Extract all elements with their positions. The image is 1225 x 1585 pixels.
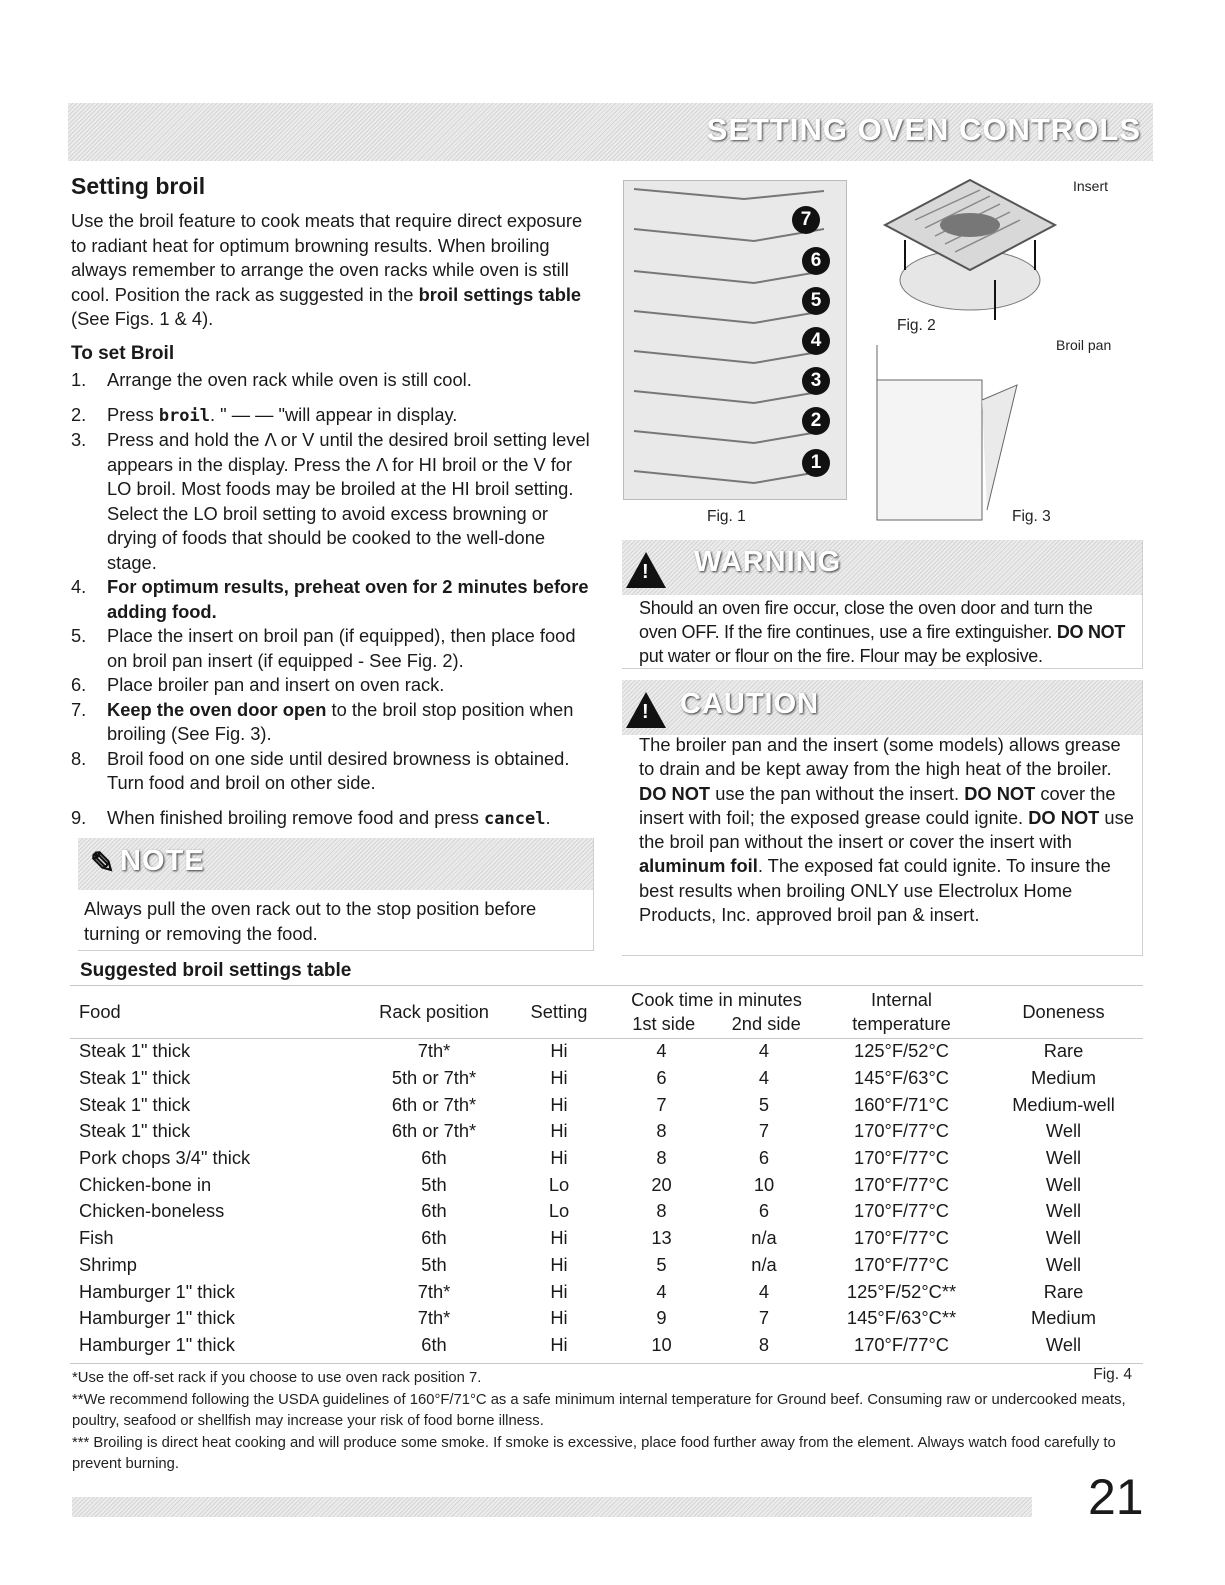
steps-list bbox=[71, 368, 596, 831]
section-header-title: SETTING OVEN CONTROLS bbox=[706, 112, 1141, 147]
table-row bbox=[70, 1332, 1143, 1359]
header-sides bbox=[614, 1012, 819, 1036]
step-item bbox=[71, 368, 596, 393]
table-body bbox=[70, 1038, 1143, 1358]
warning-body-2: put water or flour on the fire. Flour may be explosive. bbox=[639, 646, 1043, 666]
header-rack: Rack position bbox=[379, 1001, 489, 1022]
cell-temperature: 160°F/71°C bbox=[854, 1093, 949, 1115]
cell-temperature: 170°F/77°C bbox=[854, 1120, 949, 1142]
cell-first-side: 4 bbox=[656, 1280, 667, 1302]
cancel-key: cancel bbox=[484, 808, 546, 829]
cell-first-side: 8 bbox=[656, 1200, 667, 1222]
cell-temperature: 125°F/52°C bbox=[854, 1040, 949, 1062]
cell-food: Hamburger 1" thick bbox=[79, 1307, 235, 1329]
step-item bbox=[71, 624, 596, 673]
cell-doneness: Well bbox=[1045, 1227, 1082, 1249]
header-temp-bottom: temperature bbox=[852, 1013, 951, 1034]
fig4-label: Fig. 4 bbox=[1093, 1366, 1132, 1383]
cell-second-side: 6 bbox=[758, 1200, 770, 1222]
cell-setting: Lo bbox=[548, 1200, 570, 1222]
intro-text: Use the broil feature to cook meats that require direct exposure to radiant heat for optimum browning results. When broiling always remember to arrange the oven racks while oven is still cool. Position the rack as suggested in the bbox=[71, 210, 583, 305]
pin-icon: ✎ bbox=[90, 847, 116, 880]
header-food: Food bbox=[79, 1001, 121, 1022]
cell-setting: Hi bbox=[550, 1120, 568, 1142]
cell-doneness: Well bbox=[1045, 1147, 1082, 1169]
cell-setting: Hi bbox=[550, 1253, 568, 1275]
caution-text bbox=[639, 733, 1134, 927]
header-cook-time bbox=[614, 986, 819, 1038]
footer-band bbox=[72, 1497, 1032, 1517]
cell-doneness: Medium bbox=[1030, 1067, 1097, 1089]
table-row bbox=[70, 1038, 1143, 1065]
cell-doneness: Rare bbox=[1043, 1280, 1084, 1302]
cell-food: Pork chops 3/4" thick bbox=[79, 1147, 251, 1169]
table-bottom-rule bbox=[70, 1363, 1143, 1364]
cell-temperature: 145°F/63°C bbox=[854, 1067, 949, 1089]
cell-rack: 5th bbox=[421, 1173, 447, 1195]
intro-bold: broil settings table bbox=[418, 283, 582, 305]
broil-settings-table bbox=[70, 986, 1143, 1358]
broil-pan-label: Broil pan bbox=[1056, 337, 1112, 353]
cell-doneness: Rare bbox=[1043, 1040, 1084, 1062]
cell-second-side: 4 bbox=[758, 1040, 770, 1062]
cell-setting: Hi bbox=[550, 1333, 568, 1355]
step-text: to the broil stop position when broiling (See Fig. 3). bbox=[107, 698, 574, 744]
caution-part: use the broil pan without the insert or cover the insert with bbox=[639, 806, 1134, 853]
cell-first-side: 20 bbox=[651, 1173, 672, 1195]
caution-bold: aluminum foil bbox=[639, 855, 758, 877]
cell-second-side: n/a bbox=[751, 1253, 777, 1275]
header-doneness: Doneness bbox=[1022, 1001, 1105, 1022]
cell-food: Shrimp bbox=[79, 1253, 137, 1275]
cell-doneness: Well bbox=[1045, 1253, 1082, 1275]
note-text: Always pull the oven rack out to the stop position before turning or removing the food. bbox=[84, 898, 537, 944]
rack-number-1: 1 bbox=[802, 449, 830, 477]
step-text: . " — — "will appear in display. bbox=[210, 403, 458, 425]
step-text: Press bbox=[107, 403, 154, 425]
cell-doneness: Well bbox=[1045, 1200, 1082, 1222]
step-item bbox=[71, 806, 596, 832]
cell-doneness: Well bbox=[1045, 1120, 1082, 1142]
header-temperature bbox=[819, 986, 984, 1038]
cell-rack: 7th* bbox=[417, 1040, 451, 1062]
table-row bbox=[70, 1198, 1143, 1225]
warning-text bbox=[639, 596, 1134, 668]
intro-end: (See Figs. 1 & 4). bbox=[71, 308, 214, 329]
header-setting: Setting bbox=[530, 1001, 588, 1022]
header-cook-title: Cook time in minutes bbox=[631, 989, 802, 1010]
cell-food: Steak 1" thick bbox=[79, 1120, 191, 1142]
cell-temperature: 170°F/77°C bbox=[854, 1147, 949, 1169]
footnote-1: *Use the off-set rack if you choose to use oven rack position 7. bbox=[72, 1370, 482, 1386]
cell-doneness: Medium bbox=[1030, 1307, 1097, 1329]
step-item bbox=[71, 403, 596, 429]
cell-doneness: Well bbox=[1045, 1173, 1082, 1195]
step-number: 6. bbox=[71, 674, 87, 695]
cell-second-side: 5 bbox=[758, 1093, 770, 1115]
rack-number-6: 6 bbox=[802, 247, 830, 275]
cell-food: Steak 1" thick bbox=[79, 1067, 191, 1089]
cell-first-side: 6 bbox=[656, 1067, 667, 1089]
cell-doneness: Well bbox=[1045, 1333, 1082, 1355]
cell-rack: 5th or 7th* bbox=[391, 1067, 477, 1089]
table-row bbox=[70, 1145, 1143, 1172]
cell-temperature: 170°F/77°C bbox=[854, 1227, 949, 1249]
cell-setting: Hi bbox=[550, 1093, 568, 1115]
caution-bold: DO NOT bbox=[1028, 806, 1100, 828]
header-first-side: 1st side bbox=[632, 1013, 696, 1034]
table-row bbox=[70, 1091, 1143, 1118]
step-text: Place the insert on broil pan (if equipped), then place food on broil pan insert (if equipped - See Fig. 2). bbox=[107, 625, 576, 671]
rack-number-4: 4 bbox=[802, 327, 830, 355]
cell-rack: 6th or 7th* bbox=[391, 1120, 477, 1142]
table-row bbox=[70, 1065, 1143, 1092]
table-header-row bbox=[70, 986, 1143, 1038]
rack-number-3: 3 bbox=[802, 367, 830, 395]
step-item bbox=[71, 428, 596, 575]
cell-rack: 7th* bbox=[417, 1307, 451, 1329]
cell-food: Fish bbox=[79, 1227, 114, 1249]
step-number: 4. bbox=[71, 576, 87, 597]
step-text: Press and hold the Λ or V until the desired broil setting level appears in the display. Press the Λ for HI broil or the V for LO broil. Most foods may be broiled at the HI broil setting. Select the LO broil setting to avoid excess browning or drying of foods that should be cooked to the well-done stage. bbox=[107, 429, 590, 573]
rack-number-5: 5 bbox=[802, 287, 830, 315]
cell-temperature: 170°F/77°C bbox=[854, 1333, 949, 1355]
cell-second-side: 4 bbox=[758, 1067, 770, 1089]
caution-part: . The exposed fat could ignite. To insure the best results when broiling ONLY use Electrolux Home Products, Inc. approved broil pan & insert. bbox=[639, 855, 1111, 926]
cell-first-side: 13 bbox=[651, 1227, 672, 1249]
fig2-label: Fig. 2 bbox=[897, 317, 936, 334]
cell-rack: 6th or 7th* bbox=[391, 1093, 477, 1115]
cell-setting: Hi bbox=[550, 1307, 568, 1329]
table-row bbox=[70, 1252, 1143, 1279]
caution-part: cover the insert with foil; the exposed grease could ignite. bbox=[639, 782, 1116, 828]
step-number: 7. bbox=[71, 698, 87, 720]
fig1-label: Fig. 1 bbox=[707, 508, 746, 525]
cell-rack: 7th* bbox=[417, 1280, 451, 1302]
step-number: 1. bbox=[71, 369, 87, 390]
table-row bbox=[70, 1305, 1143, 1332]
cell-rack: 6th bbox=[421, 1200, 447, 1222]
caution-part: The broiler pan and the insert (some models) allows grease to drain and be kept away from the high heat of the broiler. bbox=[639, 734, 1121, 780]
cell-first-side: 9 bbox=[656, 1307, 667, 1329]
step-item bbox=[71, 747, 596, 796]
cell-temperature: 170°F/77°C bbox=[854, 1253, 949, 1275]
step-text: Arrange the oven rack while oven is still cool. bbox=[107, 369, 472, 390]
cell-setting: Lo bbox=[548, 1173, 570, 1195]
table-row bbox=[70, 1171, 1143, 1198]
step-item bbox=[71, 698, 596, 747]
footnote-3: *** Broiling is direct heat cooking and will produce some smoke. If smoke is excessive, place food further away from the element. Always watch food carefully to prevent burning. bbox=[72, 1434, 1116, 1472]
cell-rack: 6th bbox=[421, 1147, 447, 1169]
insert-label: Insert bbox=[1073, 178, 1109, 194]
table-row bbox=[70, 1118, 1143, 1145]
page-number: 21 bbox=[1088, 1469, 1144, 1525]
caution-part: use the pan without the insert. bbox=[715, 782, 960, 804]
cell-setting: Hi bbox=[550, 1067, 568, 1089]
cell-second-side: 4 bbox=[758, 1280, 770, 1302]
step-text: . bbox=[545, 806, 551, 828]
step-text: Place broiler pan and insert on oven rack. bbox=[107, 674, 445, 695]
note-title: NOTE bbox=[120, 845, 205, 877]
step-text: For optimum results, preheat oven for 2 minutes before adding food. bbox=[107, 576, 589, 622]
table-row bbox=[70, 1278, 1143, 1305]
table-row bbox=[70, 1225, 1143, 1252]
intro-paragraph bbox=[71, 209, 591, 332]
cell-second-side: 6 bbox=[758, 1147, 770, 1169]
cell-setting: Hi bbox=[550, 1280, 568, 1302]
warning-triangle-icon: ! bbox=[626, 552, 666, 588]
broil-key: broil bbox=[158, 405, 211, 426]
cell-second-side: 8 bbox=[758, 1333, 770, 1355]
cell-first-side: 4 bbox=[656, 1040, 667, 1062]
cell-food: Hamburger 1" thick bbox=[79, 1280, 235, 1302]
caution-title: CAUTION bbox=[680, 688, 820, 720]
table-title: Suggested broil settings table bbox=[80, 960, 352, 981]
cell-temperature: 145°F/63°C** bbox=[846, 1307, 957, 1329]
cell-first-side: 10 bbox=[651, 1333, 672, 1355]
rack-number-2: 2 bbox=[802, 407, 830, 435]
step-item bbox=[71, 575, 596, 624]
cell-second-side: 7 bbox=[758, 1307, 770, 1329]
cell-food: Chicken-bone in bbox=[79, 1173, 212, 1195]
step-number: 3. bbox=[71, 429, 87, 450]
cell-doneness: Medium-well bbox=[1012, 1093, 1115, 1115]
cell-first-side: 5 bbox=[656, 1253, 667, 1275]
warning-title: WARNING bbox=[694, 546, 842, 578]
warning-do-not: DO NOT bbox=[1056, 622, 1126, 642]
cell-food: Hamburger 1" thick bbox=[79, 1333, 235, 1355]
step-bold: Keep the oven door open bbox=[107, 698, 327, 720]
warning-body: Should an oven fire occur, close the oven door and turn the oven OFF. If the fire continues, use a fire extinguisher. bbox=[639, 598, 1093, 642]
figure-oven-door bbox=[872, 340, 1022, 525]
cell-second-side: 7 bbox=[758, 1120, 770, 1142]
figure-broil-pan bbox=[870, 170, 1070, 335]
footnote-2: **We recommend following the USDA guidelines of 160°F/71°C as a safe minimum internal temperature for Ground beef. Consuming raw or undercooked meats, poultry, seafood or shellfish may increase your risk of food borne illness. bbox=[72, 1391, 1126, 1429]
step-item bbox=[71, 673, 596, 698]
rack-number-7: 7 bbox=[792, 206, 820, 234]
figure-oven-racks bbox=[623, 180, 847, 500]
cell-setting: Hi bbox=[550, 1147, 568, 1169]
step-number: 5. bbox=[71, 625, 87, 646]
section-heading: Setting broil bbox=[71, 173, 206, 199]
header-temp-top: Internal bbox=[871, 989, 932, 1010]
step-number: 2. bbox=[71, 403, 87, 425]
cell-rack: 5th bbox=[421, 1253, 447, 1275]
cell-rack: 6th bbox=[421, 1333, 447, 1355]
cell-second-side: 10 bbox=[753, 1173, 775, 1195]
cell-setting: Hi bbox=[550, 1040, 568, 1062]
cell-food: Chicken-boneless bbox=[79, 1200, 225, 1222]
cell-first-side: 8 bbox=[656, 1147, 667, 1169]
fig3-label: Fig. 3 bbox=[1012, 508, 1051, 525]
header-second-side: 2nd side bbox=[731, 1013, 801, 1034]
cell-first-side: 7 bbox=[656, 1093, 667, 1115]
subheading: To set Broil bbox=[71, 343, 175, 364]
cell-temperature: 125°F/52°C** bbox=[846, 1280, 957, 1302]
footnotes bbox=[72, 1368, 1142, 1476]
step-number: 9. bbox=[71, 806, 87, 828]
cell-temperature: 170°F/77°C bbox=[854, 1173, 949, 1195]
step-number: 8. bbox=[71, 747, 87, 769]
caution-bold: DO NOT bbox=[964, 782, 1036, 804]
caution-triangle-icon: ! bbox=[626, 692, 666, 728]
cell-second-side: n/a bbox=[751, 1227, 777, 1249]
cell-food: Steak 1" thick bbox=[79, 1093, 191, 1115]
caution-bold: DO NOT bbox=[639, 782, 711, 804]
step-text: Broil food on one side until desired browness is obtained. Turn food and broil on other side. bbox=[107, 747, 570, 793]
step-text: When finished broiling remove food and press bbox=[107, 806, 479, 828]
cell-rack: 6th bbox=[421, 1227, 447, 1249]
cell-food: Steak 1" thick bbox=[79, 1040, 191, 1062]
cell-first-side: 8 bbox=[656, 1120, 667, 1142]
cell-setting: Hi bbox=[550, 1227, 568, 1249]
cell-temperature: 170°F/77°C bbox=[854, 1200, 949, 1222]
